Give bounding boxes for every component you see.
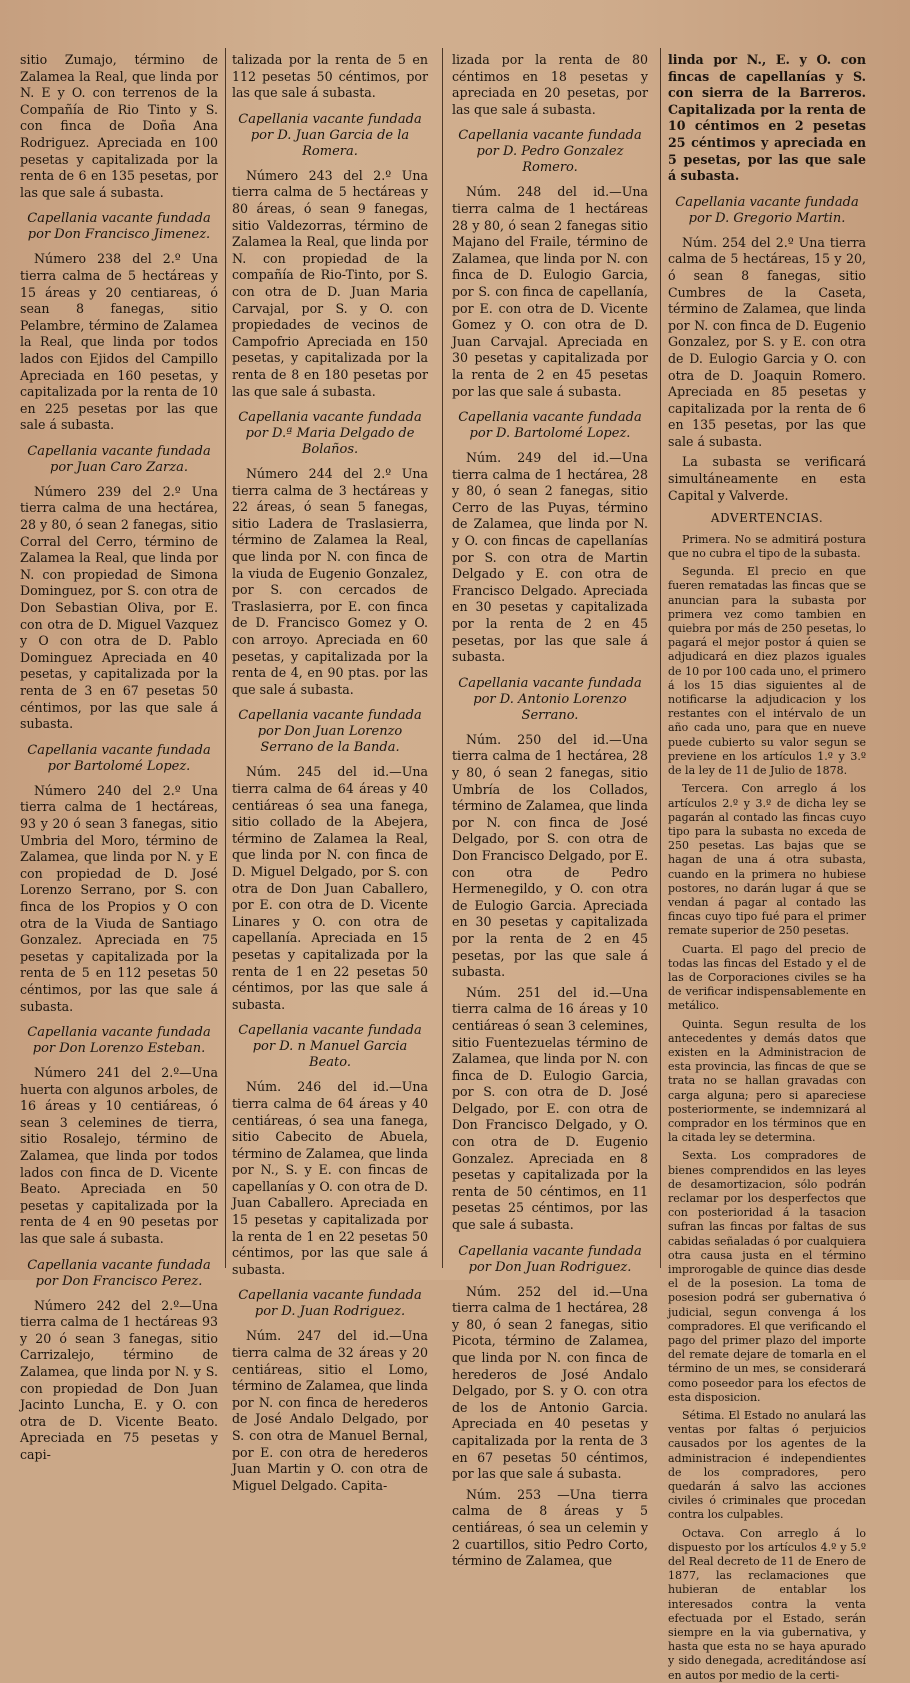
- paragraph: Núm. 249 del id.—Una tierra calma de 1 hectárea, 28 y 80, ó sean 2 fanegas, sitio Cerro de las Puyas, término de Zalamea, que linda por N. y O. con fincas de capellanías por S. con otra de Martin Delgado y E. con otra de Francisco Delgado. Apreciada en 30 pesetas y capitalizada por la renta de 2 en 45 pesetas, por las que sale á subasta.: [452, 450, 648, 665]
- paragraph: Núm. 252 del id.—Una tierra calma de 1 hectárea, 28 y 80, ó sean 2 fanegas, sitio Picota, término de Zalamea, que linda por N. con finca de herederos de José Andalo Delgado, por S. y O. con otra de los de Antonio Garcia. Apreciada en 40 pesetas y capitalizada por la renta de 3 en 67 pesetas 50 céntimos, por las que sale á subasta.: [452, 1283, 648, 1482]
- section-heading: Capellania vacante fundada por D. Gregorio Martin.: [675, 194, 859, 226]
- paragraph: Número 243 del 2.º Una tierra calma de 5 hectáreas y 80 áreas, ó sean 9 fanegas, sitio Valdezorras, término de Zalamea la Real, que linda por N. con propiedad de la compañía de Rio-Tinto, por S. con otra de D. Juan Maria Carvajal, por S. y O. con propiedades de vecinos de Campofrio Apreciada en 150 pesetas, y capitalizada por la renta de 8 en 180 pesetas por las que sale á subasta.: [232, 167, 428, 399]
- advertencia-item: Segunda. El precio en que fueren rematadas las fincas que se anuncian para la subasta por primera vez como tambien en quiebra por más de 250 pesetas, lo pagará el mejor postor á quien se adjudicará en diez plazos iguales de 10 por 100 cada uno, el primero á los 15 dias siguientes al de notificarse la adjudicacion y los restantes con el intérvalo de un año cada uno, para que en nueve puede cubierto su valor segun se previene en los artículos 1.º y 3.º de la ley de 11 de Julio de 1878.: [668, 565, 866, 778]
- section-heading: Capellania vacante fundada por D.ª Maria Delgado de Bolaños.: [238, 410, 422, 458]
- advertencias-heading: ADVERTENCIAS.: [710, 511, 824, 526]
- section-heading: Capellania vacante fundada por Don Francisco Jimenez.: [27, 211, 211, 243]
- paragraph: Núm. 254 del 2.º Una tierra calma de 5 hectáreas, 15 y 20, ó sean 8 fanegas, sitio Cumbres de la Caseta, término de Zalamea, que linda por N. con finca de D. Eugenio Gonzalez, por S. y E. con otra de D. Eulogio Garcia y O. con otra de D. Joaquin Romero. Apreciada en 85 pesetas y capitalizada por la renta de 6 en 135 pesetas, por las que sale á subasta.: [668, 234, 866, 449]
- paragraph: Número 239 del 2.º Una tierra calma de una hectárea, 28 y 80, ó sean 2 fanegas, sitio Corral del Cerro, término de Zalamea la Real, que linda por N. con propiedad de Simona Dominguez, por S. con otra de Don Sebastian Oliva, por E. con otra de D. Miguel Vazquez y O con otra de D. Pablo Dominguez Apreciada en 40 pesetas, y capitalizada por la renta de 3 en 67 pesetas 50 céntimos, por las que sale á subasta.: [20, 483, 218, 732]
- paragraph: Núm. 251 del id.—Una tierra calma de 16 áreas y 10 centiáreas ó sean 3 celemines, sitio Fuentezuelas término de Zalamea, que linda por N. con finca de D. Eulogio Garcia, por S. con otra de D. José Delgado, por E. con otra de Don Francisco Delgado, y O. con otra de D. Eugenio Gonzalez. Apreciada en 8 pesetas y capitalizada por la renta de 50 céntimos, en 11 pesetas 25 céntimos, por las que sale á subasta.: [452, 984, 648, 1233]
- paragraph: Número 240 del 2.º Una tierra calma de 1 hectáreas, 93 y 20 ó sean 3 fanegas, sitio Umbria del Moro, término de Zalamea, que linda por N. y E con propiedad de D. José Lorenzo Serrano, por S. con finca de los Propios y O con otra de la Viuda de Santiago Gonzalez. Apreciada en 75 pesetas y capitalizada por la renta de 5 en 112 pesetas 50 céntimos, por las que sale á subasta.: [20, 782, 218, 1014]
- advertencia-item: Octava. Con arreglo á lo dispuesto por los artículos 4.º y 5.º del Real decreto de 11 de Enero de 1877, las reclamaciones que hubieran de entablar los interesados contra la venta efectuada por el Estado, serán siempre en la via gubernativa, y hasta que esta no se haya apurado y sido denegada, acreditándose así en autos por medio de la certi-: [668, 1526, 866, 1682]
- paragraph: Núm. 247 del id.—Una tierra calma de 32 áreas y 20 centiáreas, sitio el Lomo, término de Zalamea, que linda por N. con finca de herederos de José Andalo Delgado, por S. con otra de Manuel Bernal, por E. con otra de herederos Juan Martin y O. con otra de Miguel Delgado. Capita-: [232, 1328, 428, 1493]
- paragraph: Número 244 del 2.º Una tierra calma de 3 hectáreas y 22 áreas, ó sean 5 fanegas, sitio Ladera de Traslasierra, término de Zalamea la Real, que linda por N. con finca de la viuda de Eugenio Gonzalez, por S. con cercados de Traslasierra, por E. con finca de D. Francisco Gomez y O. con arroyo. Apreciada en 60 pesetas, y capitalizada por la renta de 4, en 90 ptas. por las que sale á subasta.: [232, 466, 428, 697]
- paragraph: linda por N., E. y O. con fincas de capellanías y S. con sierra de la Barreros. Capitalizada por la renta de 10 céntimos en 2 pesetas 25 céntimos y apreciada en 5 pesetas, por las que sale á subasta.: [668, 52, 866, 184]
- paragraph: Número 238 del 2.º Una tierra calma de 5 hectáreas y 15 áreas y 20 centiareas, ó sean 8 fanegas, sitio Pelambre, término de Zalamea la Real, que linda por todos lados con Ejidos del Campillo Apreciada en 160 pesetas, y capitalizada por la renta de 10 en 225 pesetas por las que sale á subasta.: [20, 251, 218, 433]
- section-heading: Capellania vacante fundada por D. Pedro Gonzalez Romero.: [458, 128, 642, 176]
- advertencia-item: Cuarta. El pago del precio de todas las fincas del Estado y el de las de Corporaciones civiles se ha de verificar indispensablemente en metálico.: [668, 942, 866, 1013]
- section-heading: Capellania vacante fundada por Don Francisco Perez.: [27, 1257, 211, 1289]
- advertencia-item: Primera. No se admitirá postura que no cubra el tipo de la subasta.: [668, 532, 866, 561]
- section-heading: Capellania vacante fundada por Don Lorenzo Esteban.: [27, 1025, 211, 1057]
- section-heading: Capellania vacante fundada por Don Juan Lorenzo Serrano de la Banda.: [238, 708, 422, 756]
- column-rule: [442, 48, 443, 1268]
- paragraph: Núm. 245 del id.—Una tierra calma de 64 áreas y 40 centiáreas ó sea una fanega, sitio collado de la Abejera, término de Zalamea la Real, que linda por N. con finca de D. Miguel Delgado, por S. con otra de Don Juan Caballero, por E. con otra de D. Vicente Linares y O. con otra de capellanía. Apreciada en 15 pesetas y capitalizada por la renta de 1 en 22 pesetas 50 céntimos, por las que sale á subasta.: [232, 764, 428, 1012]
- paragraph: talizada por la renta de 5 en 112 pesetas 50 céntimos, por las que sale á subasta.: [232, 52, 428, 101]
- column-4: [668, 52, 866, 1682]
- paragraph: Núm. 248 del id.—Una tierra calma de 1 hectáreas 28 y 80, ó sean 2 fanegas sitio Majano del Fraile, término de Zalamea, que linda por N. con finca de D. Eulogio Garcia, por S. con finca de capellanía, por E. con otra de D. Vicente Gomez y O. con otra de D. Juan Carvajal. Apreciada en 30 pesetas y capitalizada por la renta de 2 en 45 pesetas por las que sale á subasta.: [452, 184, 648, 399]
- section-heading: Capellania vacante fundada por Bartolomé Lopez.: [27, 742, 211, 774]
- section-heading: Capellania vacante fundada por D. Juan Garcia de la Romera.: [238, 111, 422, 159]
- paragraph: La subasta se verificará simultáneamente en esta Capital y Valverde.: [668, 454, 866, 503]
- paragraph: Núm. 246 del id.—Una tierra calma de 64 áreas y 40 centiáreas, ó sea una fanega, sitio Cabecito de Abuela, término de Zalamea, que linda por N., S. y E. con fincas de capellanías y O. con otra de D. Juan Caballero. Apreciada en 15 pesetas y capitalizada por la renta de 1 en 22 pesetas 50 céntimos, por las que sale á subasta.: [232, 1079, 428, 1277]
- paragraph: Número 242 del 2.º—Una tierra calma de 1 hectáreas 93 y 20 ó sean 3 fanegas, sitio Carrizalejo, término de Zalamea, que linda por N. y S. con propiedad de Don Juan Jacinto Luncha, E. y O. con otra de D. Vicente Beato. Apreciada en 75 pesetas y capi-: [20, 1297, 218, 1462]
- advertencia-item: Sétima. El Estado no anulará las ventas por faltas ó perjuicios causados por los agentes de la administracion é independientes de los compradores, pero quedarán á salvo las acciones civiles ó criminales que procedan contra los culpables.: [668, 1409, 866, 1522]
- paragraph: Núm. 250 del id.—Una tierra calma de 1 hectárea, 28 y 80, ó sean 2 fanegas, sitio Umbría de los Collados, término de Zalamea, que linda por N. con finca de José Delgado, por S. con otra de Don Francisco Delgado, por E. con otra de Pedro Hermenegildo, y O. con otra de Eulogio Garcia. Apreciada en 30 pesetas y capitalizada por la renta de 2 en 45 pesetas, por las que sale á subasta.: [452, 731, 649, 980]
- column-rule: [660, 48, 661, 1268]
- section-heading: Capellania vacante fundada por Don Juan Rodriguez.: [458, 1243, 642, 1275]
- paragraph: lizada por la renta de 80 céntimos en 18 pesetas y apreciada en 20 pesetas, por las que sale á subasta.: [452, 52, 648, 117]
- paragraph: Número 241 del 2.º—Una huerta con algunos arboles, de 16 áreas y 10 centiáreas, ó sean 3 celemines de tierra, sitio Rosalejo, término de Zalamea, que linda por todos lados con finca de D. Vicente Beato. Apreciada en 50 pesetas y capitalizada por la renta de 4 en 90 pesetas por las que sale á subasta.: [20, 1065, 218, 1247]
- section-heading: Capellania vacante fundada por D. Bartolomé Lopez.: [458, 410, 642, 442]
- section-heading: Capellania vacante fundada por D. Antonio Lorenzo Serrano.: [458, 675, 642, 723]
- advertencia-item: Sexta. Los compradores de bienes comprendidos en las leyes de desamortizacion, sólo podrán reclamar por los desperfectos que con posterioridad á la tasacion sufran las fincas por faltas de sus cabidas señaladas ó por cualquiera otra causa justa en el término improrogable de quince dias desde el de la posesion. La toma de posesion podrá ser gubernativa ó judicial, segun convenga á los compradores. El que verificando el pago del primer plazo del importe del remate dejare de tomarla en el término de un mes, se considerará como poseedor para los efectos de esta disposicion.: [668, 1149, 866, 1404]
- column-rule: [225, 48, 226, 1268]
- section-heading: Capellania vacante fundada por Juan Caro Zarza.: [27, 443, 211, 475]
- advertencia-item: Quinta. Segun resulta de los antecedentes y demás datos que existen en la Administracion de esta provincia, las fincas de que se trata no se hallan gravadas con carga alguna; pero si apareciese posteriormente, se indemnizará al comprador en los términos que en la citada ley se determina.: [668, 1017, 866, 1145]
- paragraph: sitio Zumajo, término de Zalamea la Real, que linda por N. E y O. con terrenos de la Compañía de Rio Tinto y S. con finca de Doña Ana Rodriguez. Apreciada en 100 pesetas y capitalizada por la renta de 6 en 135 pesetas, por las que sale á subasta.: [20, 52, 218, 200]
- paragraph: Núm. 253 —Una tierra calma de 8 áreas y 5 centiáreas, ó sea un celemin y 2 cuartillos, sitio Pedro Corto, término de Zalamea, que: [452, 1486, 648, 1569]
- column-2: [232, 52, 428, 1493]
- advertencia-item: Tercera. Con arreglo á los artículos 2.º y 3.º de dicha ley se pagarán al contado las fincas cuyo tipo para la subasta no exceda de 250 pesetas. Las bajas que se hagan de una á otra subasta, cuando en la primera no hubiese postores, no darán lugar á que se vendan á pagar al contado las fincas cuyo tipo fué para el primer remate superior de 250 pesetas.: [668, 782, 866, 938]
- column-1: [20, 52, 218, 1462]
- section-heading: Capellania vacante fundada por D. n Manuel Garcia Beato.: [238, 1023, 422, 1071]
- column-3: [452, 52, 649, 1569]
- section-heading: Capellania vacante fundada por D. Juan Rodriguez.: [238, 1288, 422, 1320]
